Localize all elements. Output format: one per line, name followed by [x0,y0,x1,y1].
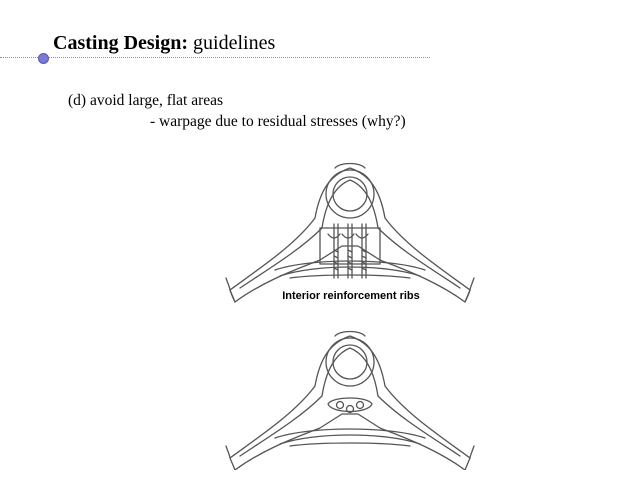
casting-drawings [220,150,480,470]
casting-with-ribs [226,164,474,303]
casting-figure [220,150,480,470]
slide-title [53,31,275,55]
title-bullet-dot [38,53,49,64]
slide-title-rest: guidelines [193,32,276,54]
bullet-avoid-flat-areas: (d) avoid large, flat areas [68,92,224,109]
rib-callout-label: Interior reinforcement ribs [282,290,420,302]
slide-title-bold: Casting Design: [53,32,189,54]
sub-bullet-warpage: - warpage due to residual stresses (why?) [150,113,406,130]
title-divider [0,57,430,58]
casting-without-ribs [226,332,474,471]
